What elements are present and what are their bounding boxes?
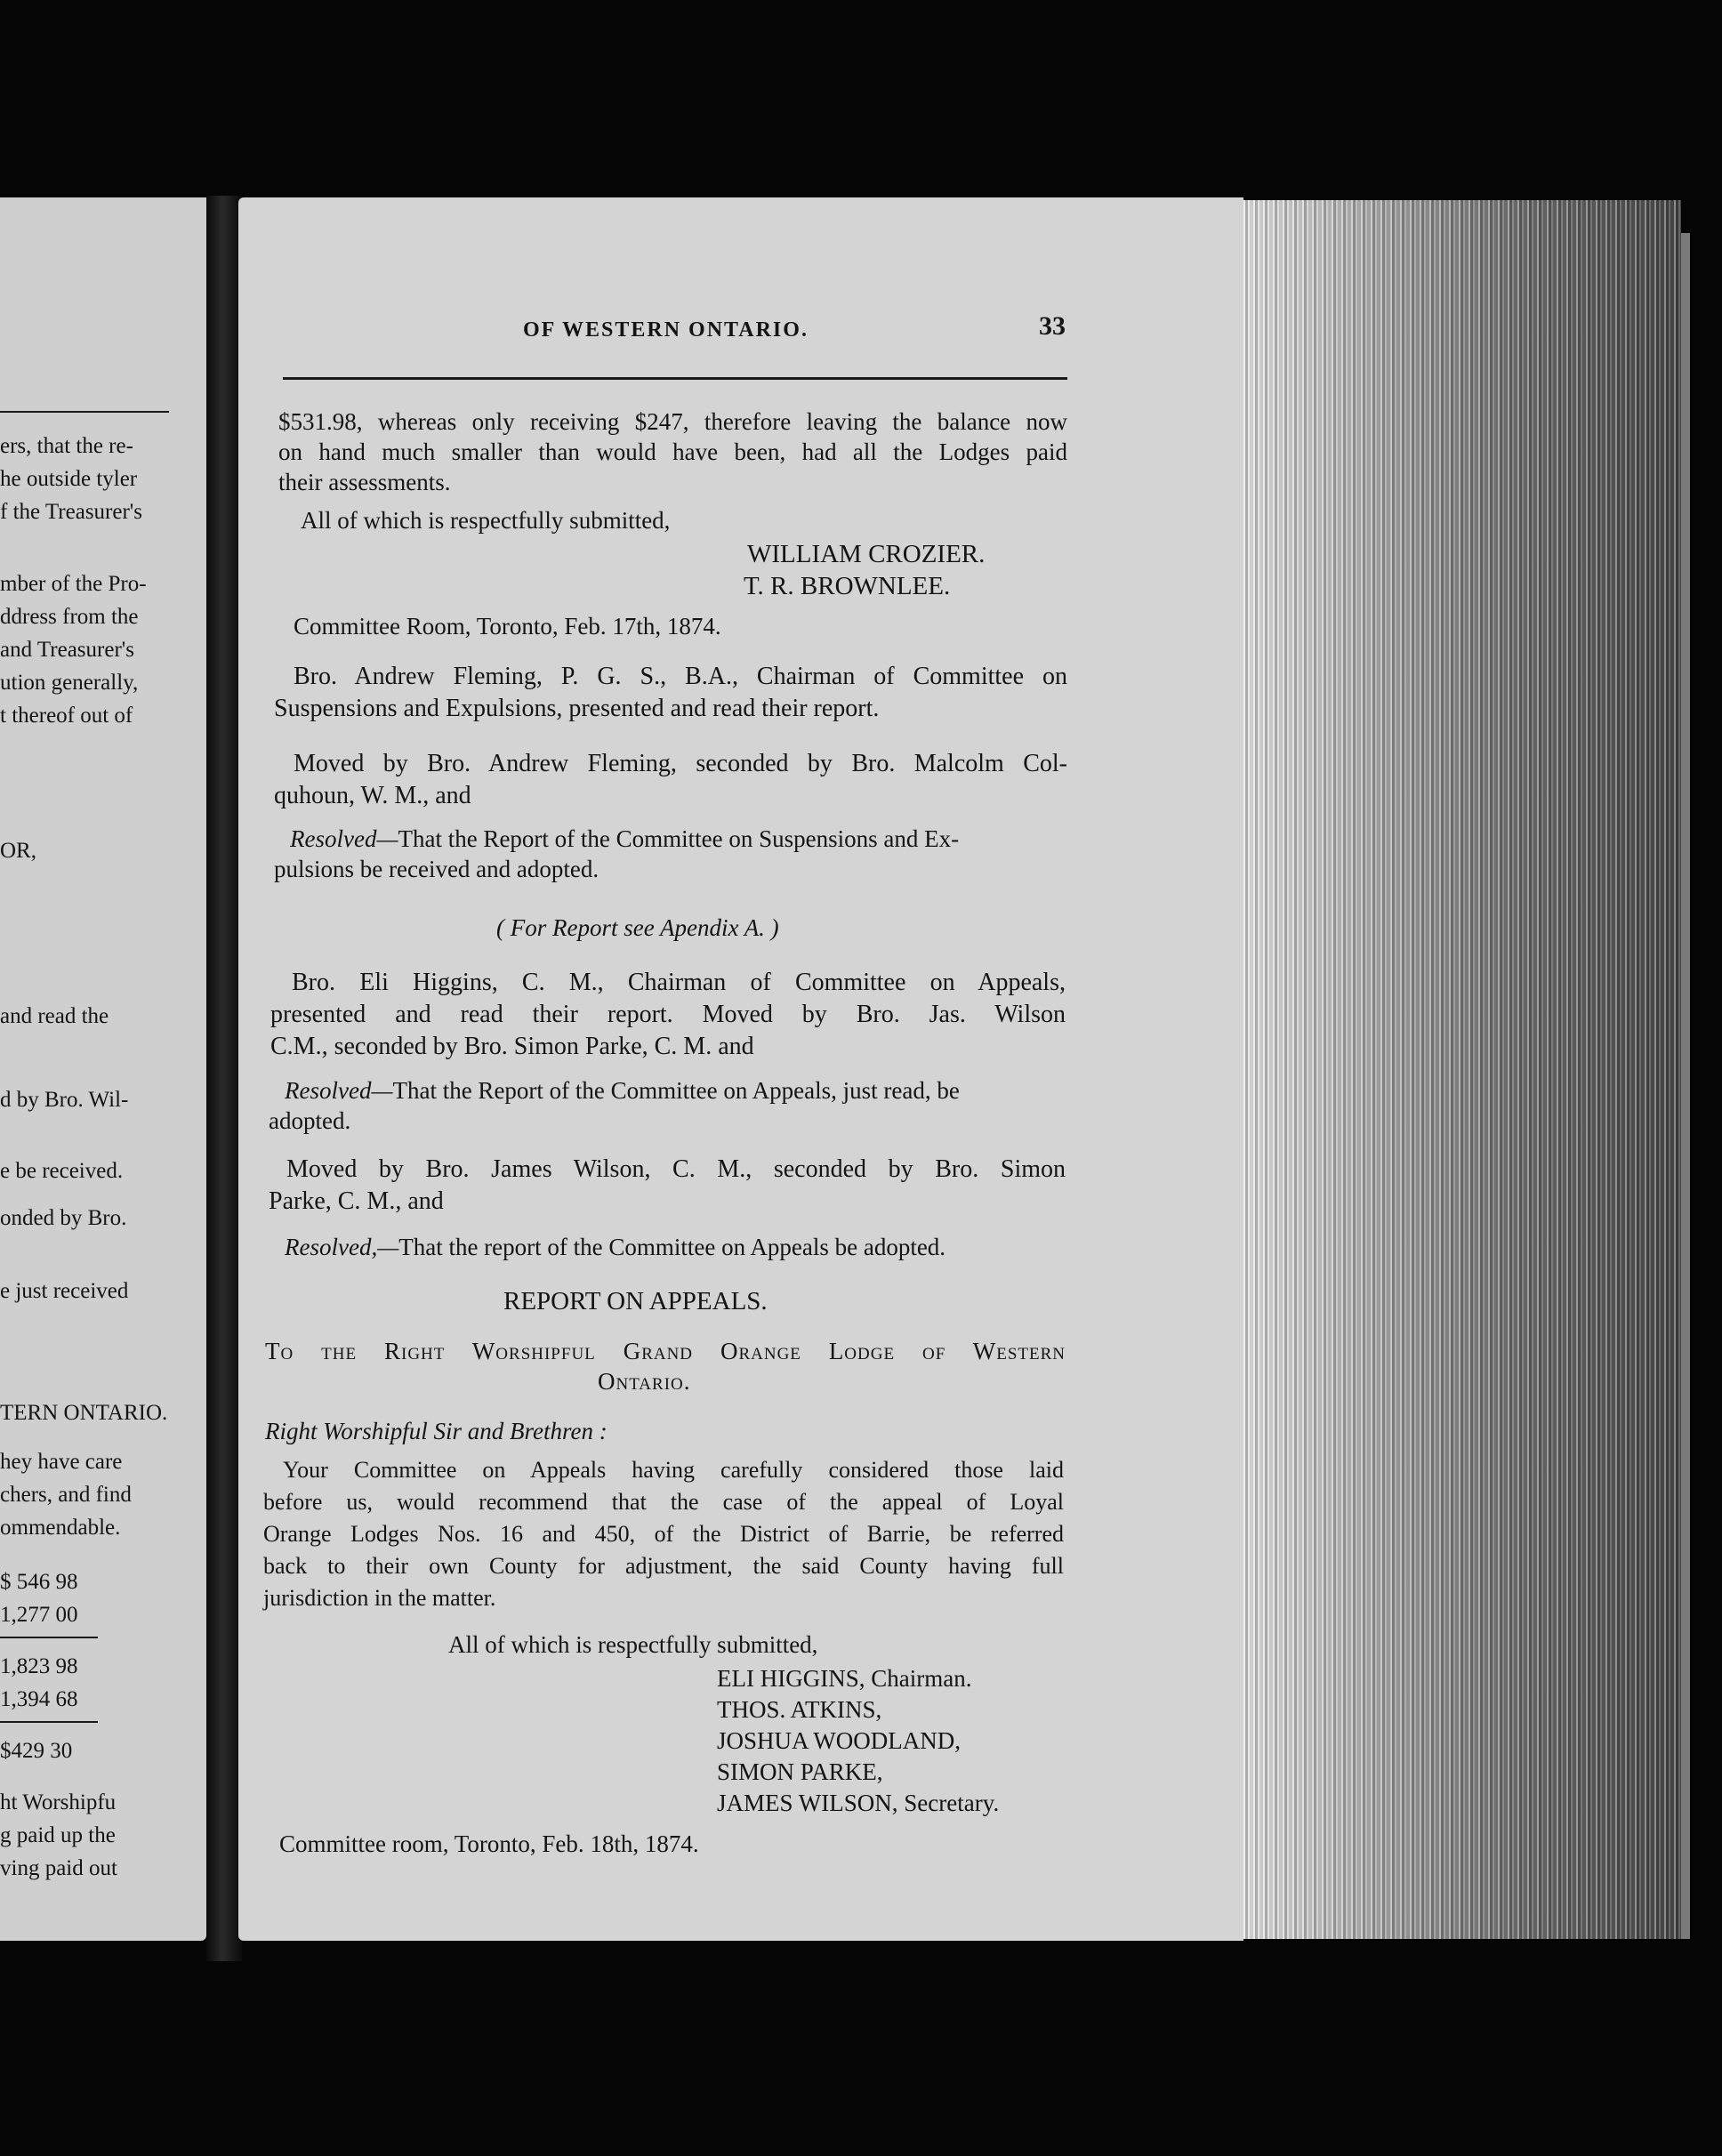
left-page-fragment	[0, 197, 206, 1941]
paragraph-line: Bro. Eli Higgins, C. M., Chairman of Committee on Appeals,	[292, 969, 1066, 996]
resolution-line: adopted.	[269, 1107, 351, 1134]
signatory: JOSHUA WOODLAND,	[717, 1727, 962, 1754]
submitted-line: All of which is respectfully submitted,	[448, 1631, 818, 1658]
resolved-label: Resolved—	[285, 1077, 393, 1104]
signatory: THOS. ATKINS,	[717, 1696, 882, 1723]
paragraph-line: Parke, C. M., and	[269, 1187, 444, 1215]
left-line: mber of the Pro-	[0, 572, 147, 596]
left-line: hey have care	[0, 1450, 123, 1474]
paragraph-line: quhoun, W. M., and	[274, 782, 471, 809]
sum-rule	[0, 1721, 98, 1723]
appendix-note: ( For Report see Apendix A. )	[496, 914, 779, 941]
left-amount: $429 30	[0, 1739, 73, 1763]
paragraph-line: on hand much smaller than would have been, had all the Lodges paid	[278, 438, 1067, 465]
left-line: e just received	[0, 1279, 129, 1303]
left-line: f the Treasurer's	[0, 500, 143, 524]
left-line: ddress from the	[0, 605, 139, 629]
resolution	[290, 824, 1066, 854]
left-page-header-rule	[0, 411, 169, 413]
resolution-line: pulsions be received and adopted.	[274, 856, 599, 882]
book-cover-edge	[1681, 233, 1690, 1939]
paragraph-line: back to their own County for adjustment, the said County having full	[263, 1553, 1064, 1579]
paragraph-line: Bro. Andrew Fleming, P. G. S., B.A., Chairman of Committee on	[294, 663, 1067, 690]
resolution-text: That the Report of the Committee on Suspensions and Ex-	[398, 825, 960, 852]
left-line: ers, that the re-	[0, 434, 133, 458]
header-rule	[283, 377, 1067, 380]
left-line: ommendable.	[0, 1516, 121, 1540]
paragraph-line: Orange Lodges Nos. 16 and 450, of the District of Barrie, be referred	[263, 1521, 1064, 1547]
left-line: e be received.	[0, 1159, 124, 1183]
resolution-text: That the report of the Committee on Appeals be adopted.	[398, 1234, 946, 1260]
signatory: WILLIAM CROZIER.	[747, 540, 986, 568]
signatory: T. R. BROWNLEE.	[744, 572, 951, 600]
running-title: OF WESTERN ONTARIO.	[523, 318, 809, 342]
salutation: Right Worshipful Sir and Brethren :	[265, 1418, 608, 1444]
left-line: ution generally,	[0, 671, 139, 695]
paragraph-line: Moved by Bro. Andrew Fleming, seconded by Bro. Malcolm Col-	[294, 750, 1067, 777]
sum-rule	[0, 1637, 98, 1638]
paragraph-line: Your Committee on Appeals having carefully considered those laid	[283, 1457, 1064, 1483]
paragraph-line: jurisdiction in the matter.	[263, 1585, 496, 1611]
left-amount: 1,823 98	[0, 1654, 78, 1678]
left-line: and Treasurer's	[0, 638, 135, 662]
page-33	[238, 197, 1243, 1941]
signatory: JAMES WILSON, Secretary.	[717, 1790, 1000, 1816]
resolved-label: Resolved,—	[285, 1234, 399, 1260]
paragraph-line: Suspensions and Expulsions, presented and read their report.	[274, 695, 880, 722]
left-amount: 1,277 00	[0, 1603, 78, 1627]
left-line: d by Bro. Wil-	[0, 1088, 129, 1112]
paragraph-line: C.M., seconded by Bro. Simon Parke, C. M. and	[270, 1033, 754, 1060]
left-amount: $ 546 98	[0, 1570, 78, 1594]
left-amount: 1,394 68	[0, 1687, 78, 1711]
resolution	[285, 1232, 945, 1262]
paragraph-line: their assessments.	[278, 469, 451, 495]
paragraph-line: before us, would recommend that the case of the appeal of Loyal	[263, 1489, 1064, 1515]
submitted-line: All of which is respectfully submitted,	[301, 507, 671, 534]
left-line: t thereof out of	[0, 704, 133, 728]
resolved-label: Resolved—	[290, 825, 398, 852]
dateline: Committee room, Toronto, Feb. 18th, 1874.	[279, 1830, 699, 1857]
resolution-text: That the Report of the Committee on Appeals, just read, be	[392, 1077, 960, 1104]
signatory: ELI HIGGINS, Chairman.	[717, 1665, 972, 1692]
left-line: ving paid out	[0, 1856, 117, 1880]
paragraph-line: presented and read their report. Moved by Bro. Jas. Wilson	[270, 1001, 1066, 1028]
signatory: SIMON PARKE,	[717, 1758, 883, 1785]
book-gutter	[206, 196, 242, 1961]
left-line: OR,	[0, 839, 36, 863]
left-line: onded by Bro.	[0, 1206, 127, 1230]
resolution	[285, 1075, 960, 1106]
left-line: g paid up the	[0, 1823, 116, 1847]
address-line: Ontario.	[598, 1368, 691, 1395]
book-page-edges	[1243, 200, 1681, 1939]
page-number: 33	[1039, 311, 1066, 341]
left-line: he outside tyler	[0, 467, 138, 491]
left-line: and read the	[0, 1004, 109, 1028]
dateline: Committee Room, Toronto, Feb. 17th, 1874.	[294, 613, 721, 640]
left-line: ht Worshipfu	[0, 1790, 117, 1814]
report-heading: REPORT ON APPEALS.	[503, 1287, 768, 1315]
paragraph-line: $531.98, whereas only receiving $247, therefore leaving the balance now	[278, 408, 1067, 435]
paragraph-line: Moved by Bro. James Wilson, C. M., seconded by Bro. Simon	[286, 1155, 1066, 1183]
address-line: To the Right Worshipful Grand Orange Lodge of Western	[265, 1338, 1066, 1364]
left-line: chers, and find	[0, 1483, 132, 1507]
left-line: TERN ONTARIO.	[0, 1401, 168, 1425]
